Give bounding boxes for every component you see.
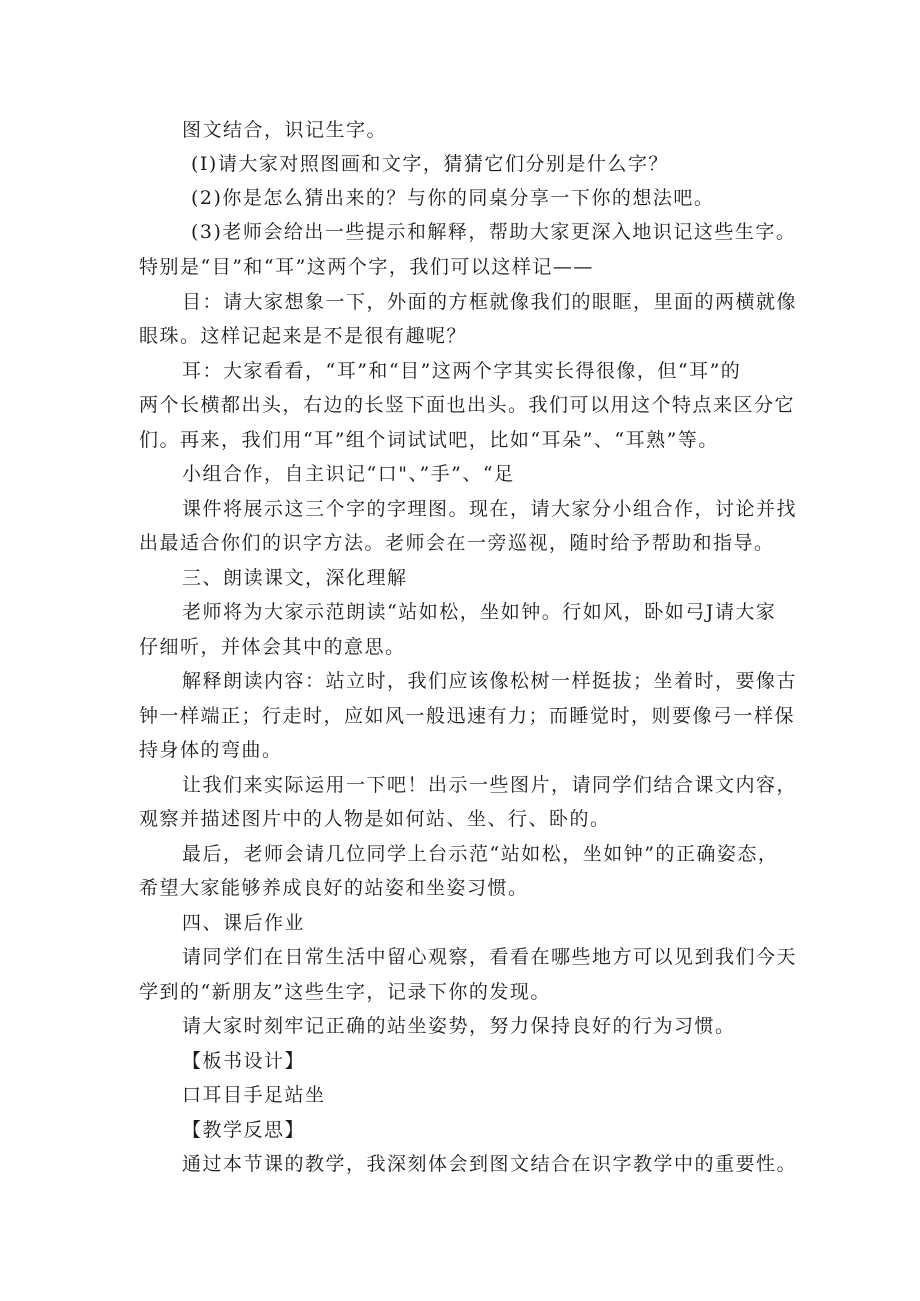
paragraph-line-10: 们。再来，我们用“耳”组个词试试吧，比如“耳朵”、“耳熟”等。 xyxy=(139,429,719,451)
board-design-content: 口耳目手足站坐 xyxy=(182,1084,326,1106)
paragraph-line-25: 请同学们在日常生活中留心观察，看看在哪些地方可以见到我们今天 xyxy=(182,946,798,968)
paragraph-line-17: 解释朗读内容：站立时，我们应该像松树一样挺拔；坐着时，要像古 xyxy=(182,670,798,692)
paragraph-line-6: 目：请大家想象一下，外面的方框就像我们的眼眶，里面的两横就像 xyxy=(182,291,798,313)
paragraph-line-4: (3)老师会给出一些提示和解释，帮助大家更深入地识记这些生字。 xyxy=(191,221,797,243)
paragraph-line-22: 最后，老师会请几位同学上台示范“站如松，坐如钟”的正确姿态， xyxy=(182,843,779,865)
paragraph-line-1: 图文结合，识记生字。 xyxy=(182,119,388,141)
paragraph-line-19: 持身体的弯曲。 xyxy=(139,739,283,761)
paragraph-line-15: 老师将为大家示范朗读“站如松，坐如钟。行如风，卧如弓J请大家 xyxy=(182,601,777,623)
section-heading-4: 四、课后作业 xyxy=(182,912,306,934)
section-heading-3: 三、朗读课文，深化理解 xyxy=(182,567,408,589)
paragraph-line-11: 小组合作，自主识记“口"、”手”、“足 xyxy=(182,463,515,485)
paragraph-line-27: 请大家时刻牢记正确的站坐姿势，努力保持良好的行为习惯。 xyxy=(182,1015,736,1037)
paragraph-line-21: 观察并描述图片中的人物是如何站、坐、行、卧的。 xyxy=(139,808,611,830)
paragraph-line-16: 仔细听，并体会其中的意思。 xyxy=(139,636,406,658)
paragraph-line-13: 出最适合你们的识字方法。老师会在一旁巡视，随时给予帮助和指导。 xyxy=(139,532,775,554)
paragraph-line-20: 让我们来实际运用一下吧！出示一些图片，请同学们结合课文内容， xyxy=(182,774,798,796)
paragraph-line-26: 学到的“新朋友”这些生字，记录下你的发现。 xyxy=(139,981,551,1003)
paragraph-line-3: (2)你是怎么猜出来的？与你的同桌分享一下你的想法吧。 xyxy=(191,187,715,209)
teaching-reflection-heading: 【教学反思】 xyxy=(182,1119,306,1141)
paragraph-line-2: (I)请大家对照图画和文字，猜猜它们分别是什么字？ xyxy=(191,153,669,175)
board-design-heading: 【板书设计】 xyxy=(182,1050,306,1072)
paragraph-line-18: 钟一样端正；行走时，应如风一般迅速有力；而睡觉时，则要像弓一样保 xyxy=(139,705,796,727)
paragraph-line-12: 课件将展示这三个字的字理图。现在，请大家分小组合作，讨论并找 xyxy=(182,498,798,520)
paragraph-line-5: 特别是“目”和“耳”这两个字，我们可以这样记—— xyxy=(139,256,594,278)
paragraph-line-7: 眼珠。这样记起来是不是很有趣呢？ xyxy=(139,325,468,347)
paragraph-line-9: 两个长横都出头，右边的长竖下面也出头。我们可以用这个特点来区分它 xyxy=(139,394,796,416)
paragraph-line-23: 希望大家能够养成良好的站姿和坐姿习惯。 xyxy=(139,877,529,899)
paragraph-line-8: 耳：大家看看，“耳”和“目”这两个字其实长得很像，但“耳”的 xyxy=(182,360,742,382)
paragraph-line-31: 通过本节课的教学，我深刻体会到图文结合在识字教学中的重要性。 xyxy=(182,1153,798,1175)
